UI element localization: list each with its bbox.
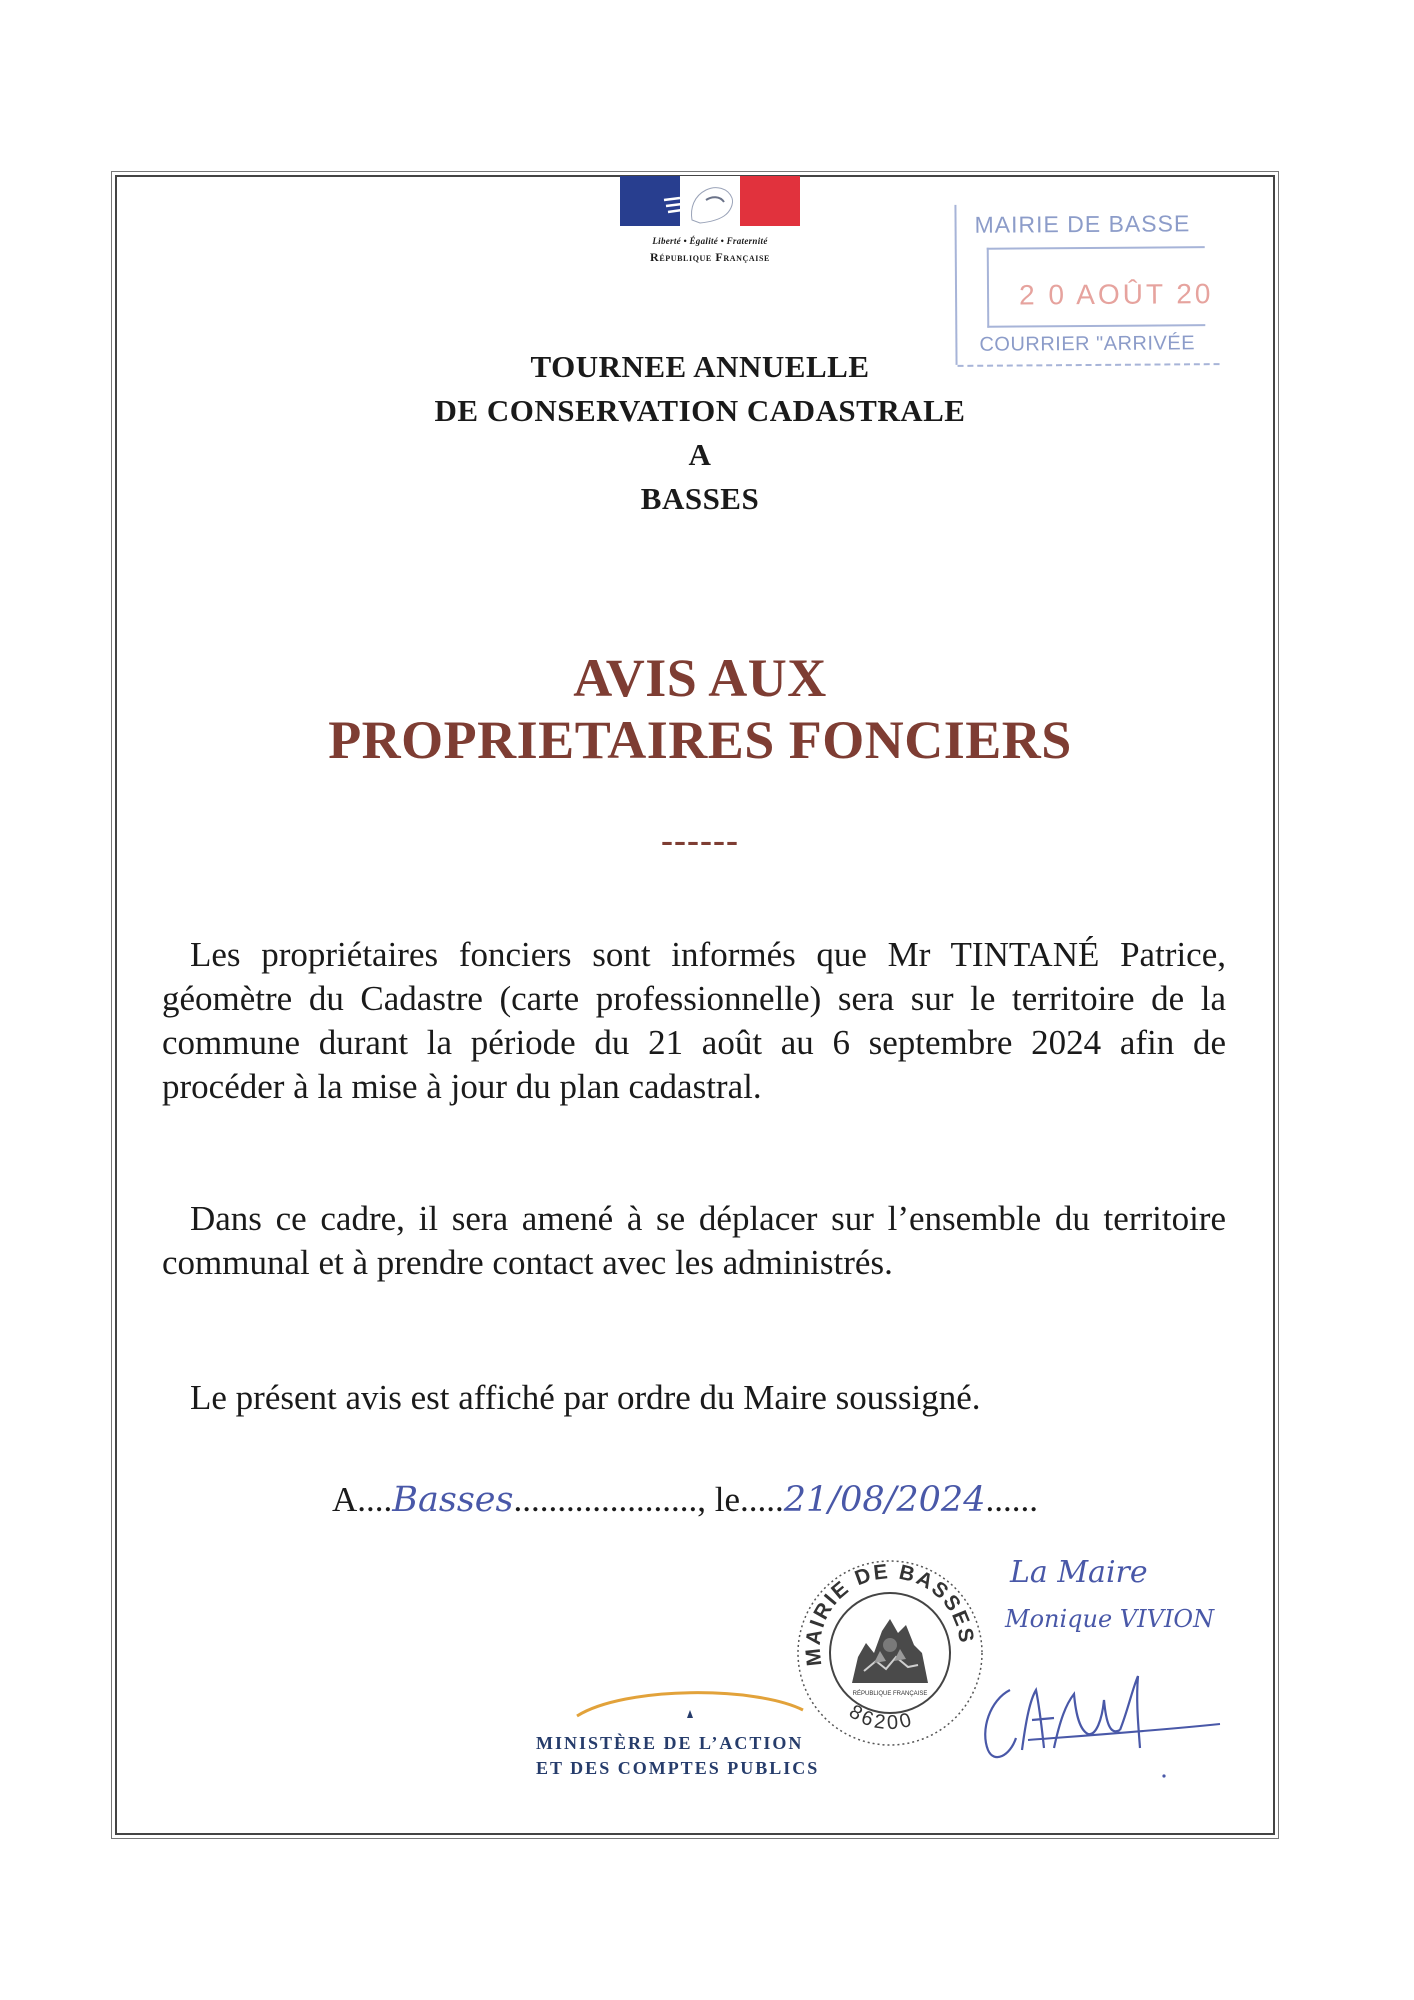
place-dots: ....................., le..... xyxy=(513,1480,784,1519)
place-handwritten: Basses xyxy=(392,1480,514,1520)
mayor-title: La Maire xyxy=(1010,1555,1148,1590)
tour-heading-line3: A xyxy=(688,437,712,472)
body-paragraph-3: Le présent avis est affiché par ordre du Maire soussigné. xyxy=(190,1378,981,1417)
ministry-line1: MINISTÈRE DE L’ACTION xyxy=(536,1733,804,1753)
date-handwritten: 21/08/2024 xyxy=(783,1480,986,1520)
stamp-courrier-text: COURRIER "ARRIVÉE xyxy=(979,332,1196,356)
notice-title-line2: PROPRIETAIRES FONCIERS xyxy=(328,710,1072,770)
notice-title xyxy=(150,647,1250,771)
seal-inner-text: RÉPUBLIQUE FRANÇAISE xyxy=(852,1691,928,1697)
seal-emblem-icon xyxy=(852,1619,928,1683)
svg-text:86200 xyxy=(845,1701,916,1735)
tour-heading-line1: TOURNEE ANNUELLE xyxy=(530,349,870,384)
tour-heading xyxy=(200,345,1200,521)
ministry-line2: ET DES COMPTES PUBLICS xyxy=(536,1758,820,1778)
stamp-border-left xyxy=(954,205,957,365)
tour-heading-line2: DE CONSERVATION CADASTRALE xyxy=(434,393,966,428)
seal-top-text: MAIRIE DE BASSES xyxy=(801,1560,979,1668)
body-paragraph-2: Dans ce cadre, il sera amené à se déplacer sur l’ensemble du territoire communal et à prendre contact avec les administrés. xyxy=(162,1199,1226,1282)
republique-francaise-logo xyxy=(610,176,810,265)
place-prefix: A.... xyxy=(332,1480,393,1519)
mayor-signature xyxy=(970,1660,1230,1780)
tour-heading-line4: BASSES xyxy=(640,481,760,516)
stamp-date: 2 0 AOÛT 20 xyxy=(1018,278,1214,311)
marianne-flag-icon xyxy=(620,176,800,226)
date-dots: ...... xyxy=(985,1480,1038,1519)
mayor-name: Monique VIVION xyxy=(1005,1605,1215,1633)
ministry-name xyxy=(536,1731,819,1781)
place-date-line xyxy=(332,1480,1038,1520)
title-separator: ------ xyxy=(661,820,739,860)
seal-postcode: 86200 xyxy=(845,1700,917,1735)
body-paragraph-1: Les propriétaires fonciers sont informés que Mr TINTANÉ Patrice, géomètre du Cadastre (carte professionnelle) sera sur le territoire de la commune durant la période du 21 août au 6 septembre 2024 afin de procéder à la mise à jour du plan cadastral. xyxy=(162,935,1226,1106)
republic-name: République Française xyxy=(650,250,770,264)
mairie-seal xyxy=(790,1553,990,1753)
ministry-logo-icon xyxy=(575,1680,805,1720)
stamp-mairie-text: MAIRIE DE BASSE xyxy=(974,210,1191,238)
notice-title-line1: AVIS AUX xyxy=(573,648,827,708)
republic-motto: Liberté • Égalité • Fraternité xyxy=(652,236,768,246)
